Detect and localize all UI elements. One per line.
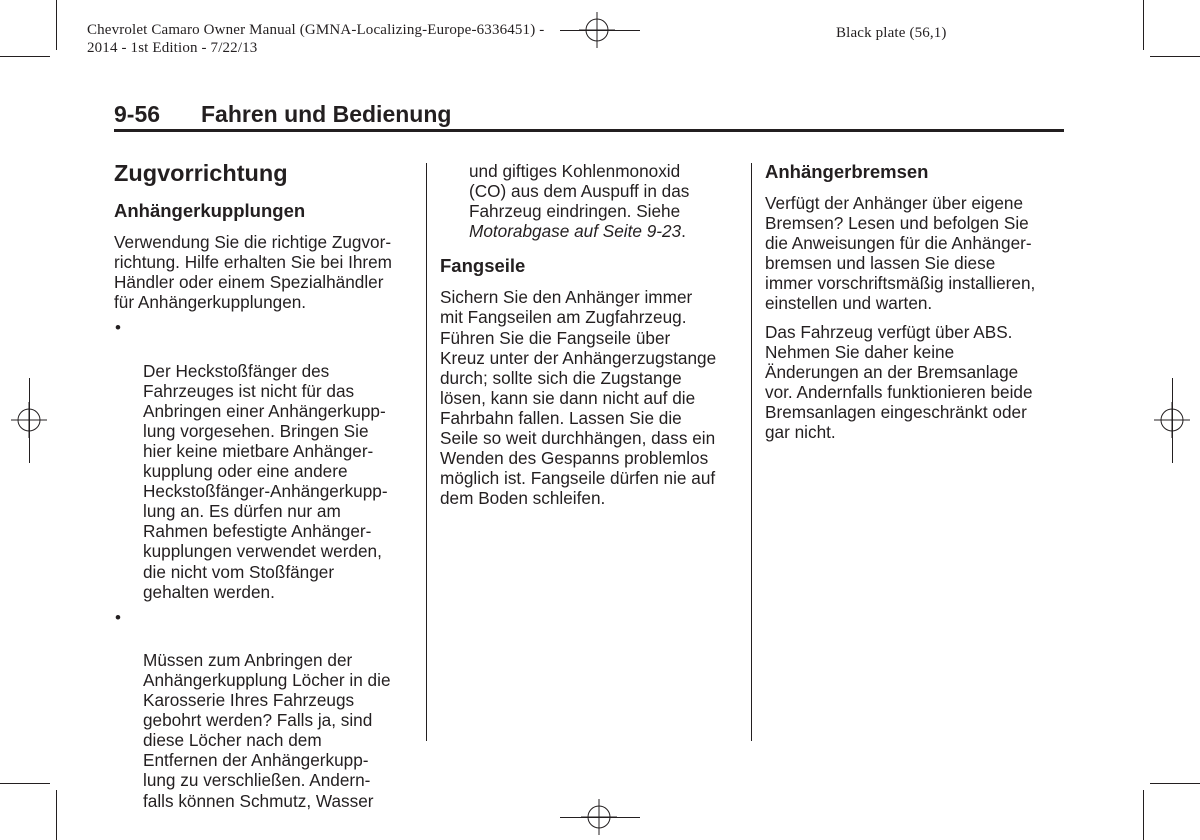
registration-line-top [560, 30, 640, 31]
registration-line-bottom [560, 817, 640, 818]
link-period: . [681, 221, 686, 242]
continued-bullet-text [440, 161, 745, 241]
anhaengerbremsen-heading: Anhängerbremsen [765, 161, 929, 182]
header-line-1: Chevrolet Camaro Owner Manual (GMNA-Localizing-Europe-6336451) - [87, 22, 545, 38]
fangseile-heading: Fangseile [440, 255, 526, 277]
page-number: 9-56 [114, 101, 161, 127]
crop-mark-top-left-v [56, 0, 57, 50]
registration-line-left [29, 378, 30, 463]
column-divider-1 [426, 163, 427, 741]
column-1 [114, 159, 414, 819]
page-heading [114, 101, 1064, 133]
bullet-icon: • [115, 607, 121, 627]
heading-rule [114, 129, 1064, 132]
crop-mark-top-left-h [0, 56, 50, 57]
column-3 [765, 161, 1070, 450]
crop-mark-bottom-left-v [56, 790, 57, 840]
section-title: Fahren und Bedienung [201, 101, 452, 127]
crop-mark-bottom-left-h [0, 783, 50, 784]
crop-mark-top-right-h [1150, 56, 1200, 57]
main-heading: Zugvorrichtung [114, 160, 288, 186]
list-item [114, 607, 414, 811]
header-line-2: 2014 - 1st Edition - 7/22/13 [87, 40, 258, 56]
cross-reference-link[interactable]: Motorabgase auf Seite 9-23 [469, 221, 682, 242]
brakes-paragraph-2: Das Fahrzeug verfügt über ABS. Nehmen Sie daher keine Änderungen an der Bremsanlage vor. Andernfalls funktionieren beide Bremsanlagen eingeschränkt oder gar nicht. [765, 321, 1033, 443]
brakes-paragraph-1: Verfügt der Anhänger über eigene Bremsen? Lesen und befolgen Sie die Anweisungen für die Anhänger- bremsen und lassen Sie diese immer vorschriftsmäßig installieren, einstellen und warten. [765, 193, 1036, 314]
intro-paragraph: Verwendung Sie die richtige Zugvor- richtung. Hilfe erhalten Sie bei Ihrem Händler oder einem Spezialhändler für Anhängerkupplungen. [114, 232, 393, 313]
crop-mark-top-right-v [1143, 0, 1144, 50]
sub-heading: Anhängerkupplungen [114, 200, 306, 221]
registration-line-right [1172, 378, 1173, 463]
bullet-text: Müssen zum Anbringen der Anhängerkupplung Löcher in die Karosserie Ihres Fahrzeugs gebohrt werden? Falls ja, sind diese Löcher nach dem Entfernen der Anhängerkupp- lung zu verschließen. Andern- falls können Schmutz, Wasser [143, 649, 391, 811]
crop-mark-bottom-right-h [1150, 783, 1200, 784]
crop-mark-bottom-right-v [1143, 790, 1144, 840]
list-item [114, 320, 414, 601]
column-divider-2 [751, 163, 752, 741]
continued-text: und giftiges Kohlenmonoxid (CO) aus dem Auspuff in das Fahrzeug eindringen. Siehe [469, 161, 690, 222]
column-2 [440, 161, 745, 516]
bullet-text: Der Heckstoßfänger des Fahrzeuges ist nicht für das Anbringen einer Anhängerkupp- lung vorgesehen. Bringen Sie hier keine mietbare Anhänger- kupplung oder eine andere Heckstoßfänger-Anhängerkupp- lung an. Es dürfen nur am Rahmen befestigte Anhänger- kupplungen verwendet werden, die nicht vom Stoßfänger gehalten werden. [143, 360, 388, 602]
bullet-icon: • [115, 318, 121, 338]
document-header [87, 21, 544, 57]
plate-label: Black plate (56,1) [836, 25, 947, 41]
fangseile-paragraph: Sichern Sie den Anhänger immer mit Fangseilen am Zugfahrzeug. Führen Sie die Fangseile über Kreuz unter der Anhängerzugstange durch; sollte sich die Zugstange lösen, kann sie dann nicht auf die Fahrbahn fallen. Lassen Sie die Seile so weit durchhängen, dass ein Wenden des Gespanns problemlos möglich ist. Fangseile dürfen nie auf dem Boden schleifen. [440, 287, 717, 509]
